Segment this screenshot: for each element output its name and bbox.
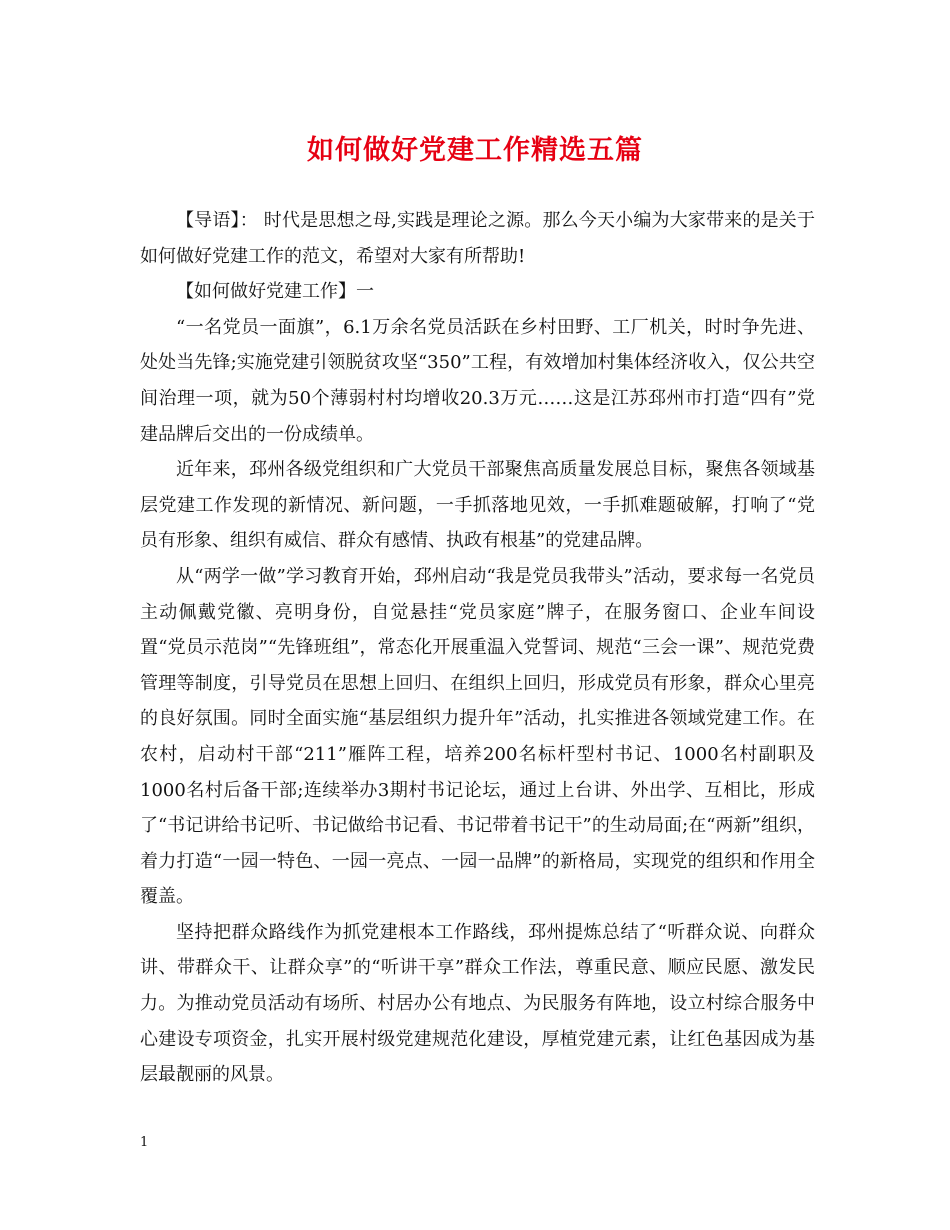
body-paragraph: 从“两学一做”学习教育开始，邳州启动“我是党员我带头”活动，要求每一名党员主动佩戴党徽、亮明身份，自觉悬挂“党员家庭”牌子，在服务窗口、企业车间设置“党员示范岗”“先锋班组”，常态化开展重温入党誓词、规范“三会一课”、规范党费管理等制度，引导党员在思想上回归、在组织上回归，形成党员有形象，群众心里亮的良好氛围。同时全面实施“基层组织力提升年”活动，扎实推进各领域党建工作。在农村，启动村干部“211”雁阵工程，培养200名标杆型村书记、1000名村副职及1000名村后备干部;连续举办3期村书记论坛，通过上台讲、外出学、互相比，形成了“书记讲给书记听、书记做给书记看、书记带着书记干”的生动局面;在“两新”组织，着力打造“一园一特色、一园一亮点、一园一品牌”的新格局，实现党的组织和作用全覆盖。	[140, 565, 815, 908]
body-paragraph: 坚持把群众路线作为抓党建根本工作路线，邳州提炼总结了“听群众说、向群众讲、带群众干、让群众享”的“听讲干享”群众工作法，尊重民意、顺应民愿、激发民力。为推动党员活动有场所、村居办公有地点、为民服务有阵地，设立村综合服务中心建设专项资金，扎实开展村级党建规范化建设，厚植党建元素，让红色基因成为基层最靓丽的风景。	[140, 921, 815, 1086]
section-heading: 【如何做好党建工作】一	[176, 281, 374, 303]
body-paragraph: 近年来，邳州各级党组织和广大党员干部聚焦高质量发展总目标，聚焦各领域基层党建工作发现的新情况、新问题，一手抓落地见效，一手抓难题破解，打响了“党员有形象、组织有威信、群众有感情、执政有根基”的党建品牌。	[140, 459, 815, 552]
intro-paragraph: 【导语】： 时代是思想之母,实践是理论之源。那么今天小编为大家带来的是关于如何做好党建工作的范文，希望对大家有所帮助!	[140, 210, 815, 267]
body-paragraph: “一名党员一面旗”，6.1万余名党员活跃在乡村田野、工厂机关，时时争先进、处处当先锋;实施党建引领脱贫攻坚“350”工程，有效增加村集体经济收入，仅公共空间治理一项，就为50个薄弱村村均增收20.3万元……这是江苏邳州市打造“四有”党建品牌后交出的一份成绩单。	[140, 316, 815, 445]
document-body	[140, 203, 815, 1093]
document-title: 如何做好党建工作精选五篇	[307, 135, 643, 166]
page-number: 1	[140, 1135, 149, 1150]
